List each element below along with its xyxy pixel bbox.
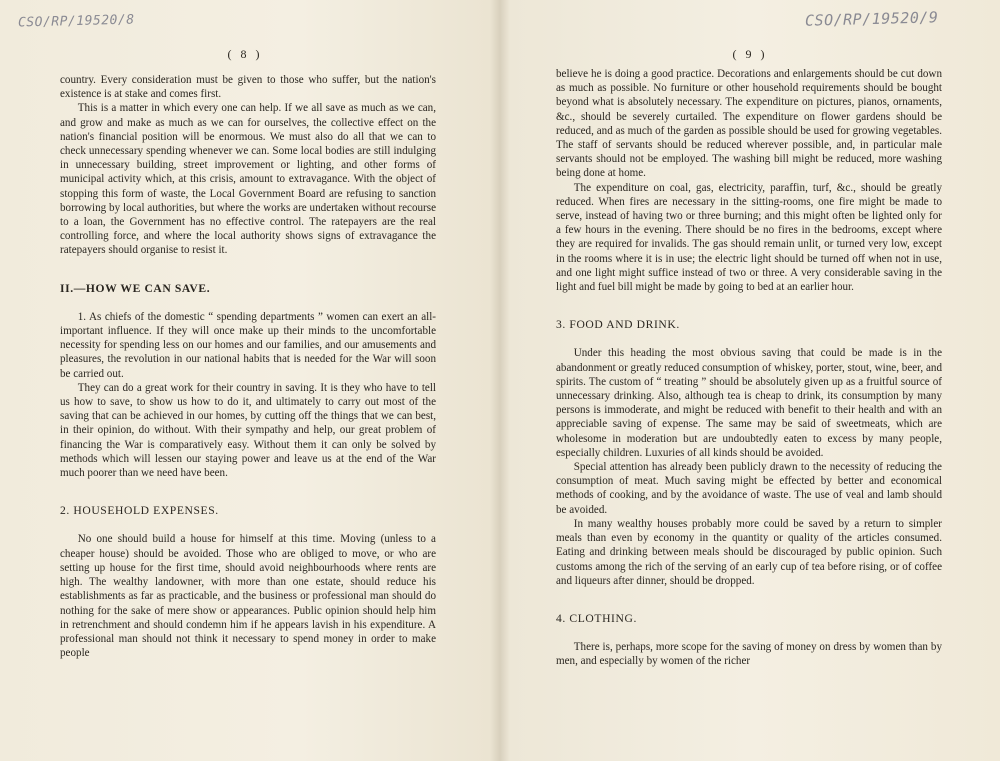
page-number: ( 8 )	[227, 47, 263, 61]
paragraph: 1. As chiefs of the domestic “ spending departments ” women can exert an all-important influence. If they will once make up their minds to the uncomfortable necessity for spending less on our homes and our families, and our amusements and pleasures, the revolution in our national habits that is needed for the War will soon be carried out.	[60, 310, 436, 380]
archive-reference: CSO/RP/19520/9	[804, 8, 939, 30]
paragraph: This is a matter in which every one can help. If we all save as much as we can, and grow and make as much as we can for ourselves, the collective effect on the nation's financial position will be enormous. We must also do all that we can to check unnecessary spending whenever we can. Some local bodies are still indulging in unnecessary building, street improvement or lighting, and other forms of municipal activity which, at this crisis, amount to extravagance. With the object of stopping this form of waste, the Local Government Board are refusing to sanction borrowing by local authorities, but where the works are undertaken without recourse to a loan, the Government has no effective control. The ratepayers are the real controlling force, and where the local authority shows signs of extravagance the ratepayers should organise to resist it.	[60, 102, 436, 257]
paragraph: believe he is doing a good practice. Decorations and enlargements should be cut down as much as possible. No furniture or other household requirements should be bought beyond what is absolutely necessary. The expenditure on pictures, pianos, ornaments, &c., should be severely curtailed. The expenditure on flower gardens should be reduced, and as much of the garden as possible should be used for growing vegetables. The staff of servants should be reduced wherever possible, and, in particular male servants should not be employed. The washing bill might be reduced, more washing being done at home.	[556, 68, 942, 180]
archive-reference: CSO/RP/19520/8	[17, 12, 135, 31]
right-page	[500, 0, 1000, 761]
page-body	[60, 73, 436, 660]
section-heading: 2. HOUSEHOLD EXPENSES.	[60, 504, 219, 518]
paragraph: They can do a great work for their country in saving. It is they who have to tell us how to save, to show us how to do it, and ultimately to carry out most of the saving that can be achieved in our homes, by cutting off the things that we can best, in their opinion, do without. With their sympathy and help, our great problem of financing the War is comparatively easy. Without them it can only be solved by methods which will lessen our staying power and leave us at the end of the War much poorer than we need have been.	[60, 381, 436, 480]
paragraph: No one should build a house for himself at this time. Moving (unless to a cheaper house) should be avoided. Those who are obliged to move, or who are setting up house for the first time, should avoid neighbourhoods where rents are high. The wealthy landowner, with more than one estate, should reduce his establishments as far as practicable, and the business or professional man should do nothing for the sake of mere show or appearances. Public opinion should help him in retrenchment and should condemn him if he appears lavish in his expenditure. A professional man should not think it necessary to spend money in order to make people	[60, 533, 436, 660]
paragraph: The expenditure on coal, gas, electricity, paraffin, turf, &c., should be greatly reduced. When fires are necessary in the sitting-rooms, one fire might be made to serve, instead of having two or three burning; and this might often be lighted only for a few hours in the evening. There should be no fires in the bedrooms, except where they are required for invalids. The gas should remain unlit, or turned very low, except in the rooms where it is in use; the electric light should be turned off when not in use, and one light might suffice instead of two or three. A very considerable saving in the light and fuel bill might be made by going to bed at an earlier hour.	[556, 181, 942, 294]
paragraph: In many wealthy houses probably more could be saved by a return to simpler meals than even by economy in the quantity or quality of the articles consumed. Eating and drinking between meals should be discouraged by public opinion. Such customs among the rich of the serving of an early cup of tea before rising, or of coffee and liqueurs after dinner, should be dropped.	[556, 517, 942, 587]
paragraph: There is, perhaps, more scope for the saving of money on dress by women than by men, and especially by women of the richer	[556, 641, 942, 668]
paragraph: Special attention has already been publicly drawn to the necessity of reducing the consumption of meat. Much saving might be effected by better and economical methods of cooking, and by the avoidance of waste. The use of veal and lamb should be avoided.	[556, 461, 942, 516]
section-heading: 4. CLOTHING.	[556, 611, 637, 625]
section-heading: 3. FOOD AND DRINK.	[556, 318, 680, 332]
section-heading: II.—HOW WE CAN SAVE.	[60, 281, 211, 295]
page-number: ( 9 )	[732, 47, 768, 61]
page-body	[556, 67, 942, 669]
paragraph: Under this heading the most obvious saving that could be made is in the abandonment or greatly reduced consumption of whiskey, porter, stout, wine, beer, and spirits. The custom of “ treating ” should be absolutely given up as a fruitful source of unnecessary drinking. Also, although tea is cheap to drink, its consumption by many persons is immoderate, and might be reduced with benefit to their health and with an appreciable saving of expense. The same may be said of sweetmeats, which are wholesome in moderation but are undoubtedly eaten to excess by many people, especially children. Luxuries of all kinds should be avoided.	[556, 347, 942, 459]
paragraph: country. Every consideration must be given to those who suffer, but the nation's existence is at stake and comes first.	[60, 74, 436, 101]
